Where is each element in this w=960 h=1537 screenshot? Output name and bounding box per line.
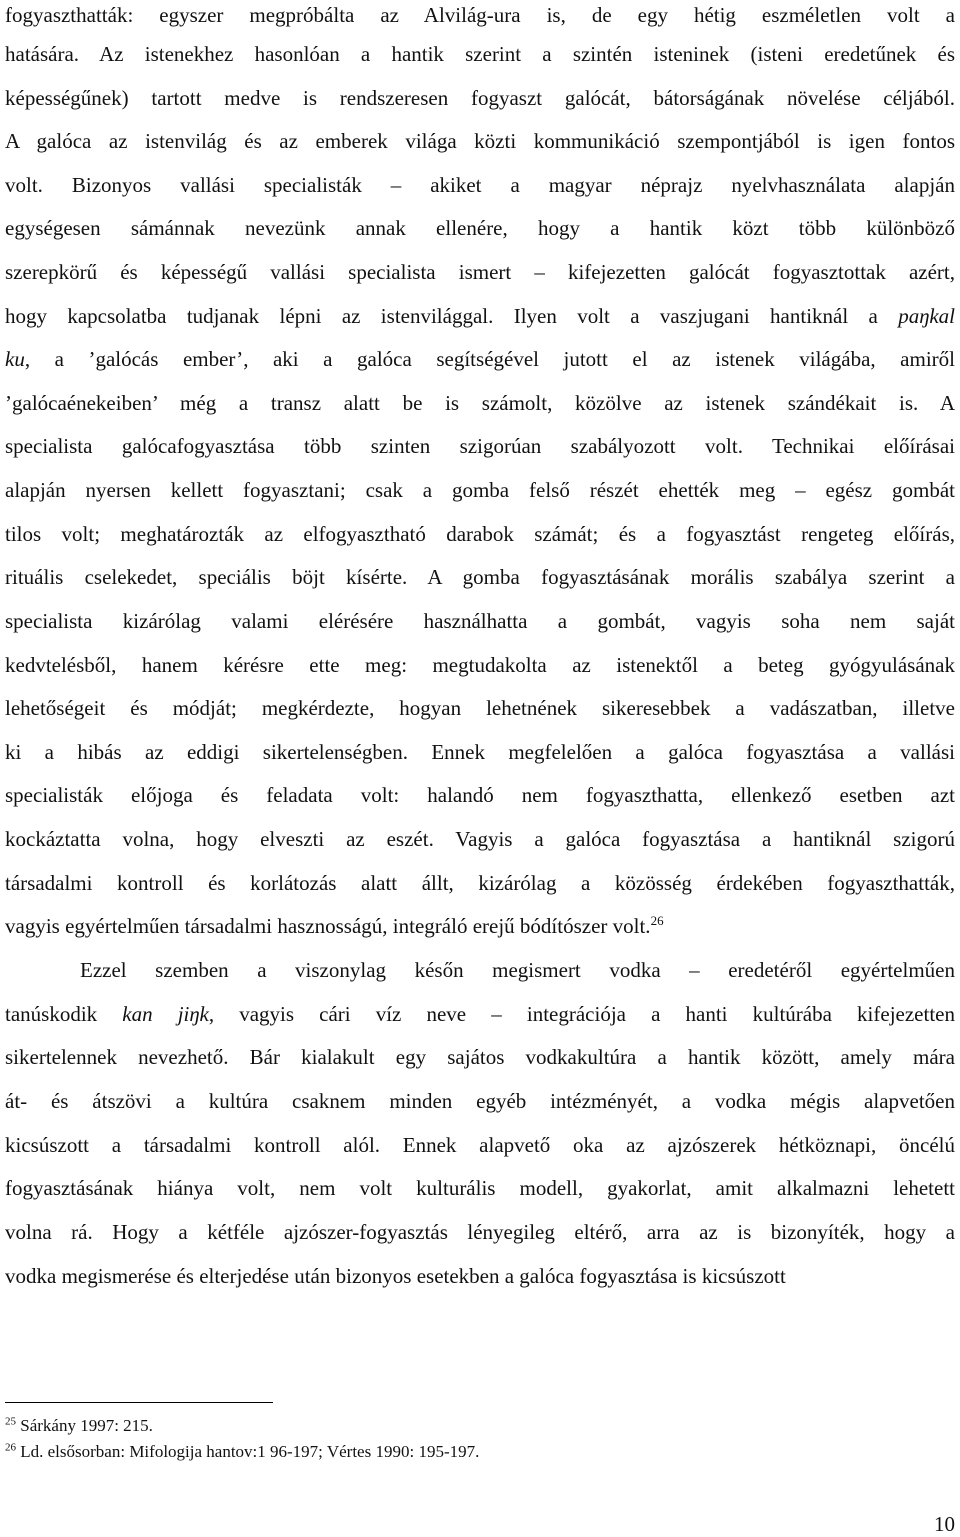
text-line: képességűnek) tartott medve is rendszeresen fogyaszt galócát, bátorságának növelése céljából.: [5, 86, 955, 110]
text-line: egységesen sámánnak nevezünk annak ellenére, hogy a hantik közt több különböző: [5, 216, 955, 240]
footnote-25: $^{25}$ Sárkány 1997: 215.: [5, 1415, 153, 1435]
text-line: ku, a ’galócás ember’, aki a galóca segítségével jutott el az istenek világába, amiről: [5, 347, 955, 371]
text-line: szerepkörű és képességű vallási specialista ismert – kifejezetten galócát fogyasztottak azért,: [5, 260, 955, 284]
text-line: Ezzel szemben a viszonylag későn megismert vodka – eredetéről egyértelműen: [80, 958, 955, 982]
text-line: alapján nyersen kellett fogyasztani; csak a gomba felső részét ehették meg – egész gombát: [5, 478, 955, 502]
text-line: rituális cselekedet, speciális böjt kísérte. A gomba fogyasztásának morális szabálya szerint a: [5, 565, 955, 589]
text-line: volna rá. Hogy a kétféle ajzószer-fogyasztás lényegileg eltérő, arra az is bizonyíték, hogy a: [5, 1220, 955, 1244]
text-line: vagyis egyértelműen társadalmi hasznosságú, integráló erejű bódítószer volt.$^{26}$: [5, 913, 664, 938]
text-line: specialista galócafogyasztása több szinten szigorúan szabályozott volt. Technikai előírásai: [5, 434, 955, 458]
text-line: át- és átszövi a kultúra csaknem minden egyéb intézményét, a vodka mégis alapvetően: [5, 1089, 955, 1113]
text-line: fogyasztásának hiánya volt, nem volt kulturális modell, gyakorlat, amit alkalmazni lehetett: [5, 1176, 955, 1200]
text-line: kockáztatta volna, hogy elveszti az eszét. Vagyis a galóca fogyasztása a hantiknál szigorú: [5, 827, 955, 851]
text-line: A galóca az istenvilág és az emberek világa közti kommunikáció szempontjából is igen fontos: [5, 129, 955, 153]
text-line: tilos volt; meghatározták az elfogyasztható darabok számát; és a fogyasztást rengeteg előírás,: [5, 522, 955, 546]
footnote-26: $^{26}$ Ld. elsősorban: Mifologija hantov:1 96-197; Vértes 1990: 195-197.: [5, 1441, 480, 1461]
text-line: specialisták előjoga és feladata volt: halandó nem fogyaszthatta, ellenkező esetben azt: [5, 783, 955, 807]
text-line: ’galócaénekeiben’ még a transz alatt be is számolt, közölve az istenek szándékait is. A: [5, 391, 955, 415]
text-line: hatására. Az istenekhez hasonlóan a hantik szerint a szintén isteninek (isteni eredetűnek és: [5, 42, 955, 66]
text-line: specialista kizárólag valami elérésére használhatta a gombát, vagyis soha nem saját: [5, 609, 955, 633]
text-line: ki a hibás az eddigi sikertelenségben. Ennek megfelelően a galóca fogyasztása a vallási: [5, 740, 955, 764]
text-line: lehetőségeit és módját; megkérdezte, hogyan lehetnének sikeresebbek a vadászatban, illetve: [5, 696, 955, 720]
text-line: sikertelennek nevezhető. Bár kialakult egy sajátos vodkakultúra a hantik között, amely mára: [5, 1045, 955, 1069]
page-number: 10: [934, 1512, 955, 1536]
text-line: volt. Bizonyos vallási specialisták – akiket a magyar néprajz nyelvhasználata alapján: [5, 173, 955, 197]
text-line: kicsúszott a társadalmi kontroll alól. Ennek alapvető oka az ajzószerek hétköznapi, öncélú: [5, 1133, 955, 1157]
text-line: vodka megismerése és elterjedése után bizonyos esetekben a galóca fogyasztása is kicsúszott: [5, 1264, 786, 1288]
footnote-divider: [5, 1402, 273, 1403]
text-line: kedvtelésből, hanem kérésre ette meg: megtudakolta az istenektől a beteg gyógyulásának: [5, 653, 955, 677]
text-line: tanúskodik kan jiŋk, vagyis cári víz neve – integrációja a hanti kultúrába kifejezetten: [5, 1002, 955, 1026]
text-line: fogyaszthatták: egyszer megpróbálta az Alvilág-ura is, de egy hétig eszméletlen volt a: [5, 3, 955, 27]
text-line: hogy kapcsolatba tudjanak lépni az istenvilággal. Ilyen volt a vaszjugani hantiknál a paŋkal: [5, 304, 955, 328]
text-line: társadalmi kontroll és korlátozás alatt állt, kizárólag a közösség érdekében fogyaszthatták,: [5, 871, 955, 895]
